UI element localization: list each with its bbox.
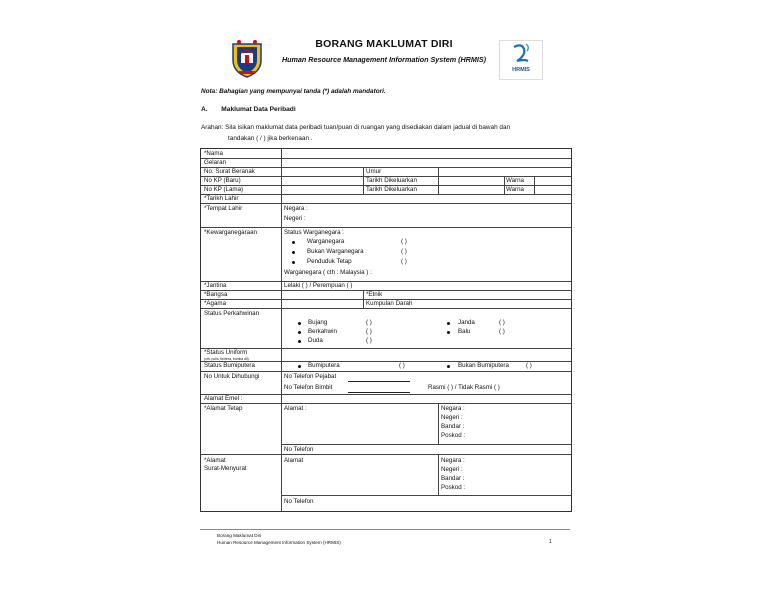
bullet-icon — [447, 322, 450, 325]
checkbox-balu[interactable]: ( ) — [499, 328, 505, 335]
label-negeri-tetap: Negeri : — [441, 414, 463, 421]
instruction-line-2: tandakan ( / ) jika berkenaan . — [228, 135, 313, 142]
option-bukan-warganegara: Bukan Warganegara — [307, 248, 364, 255]
label-gelaran: Gelaran — [204, 159, 227, 166]
label-alamat-surat-1: *Alamat — [204, 457, 226, 464]
label-status-perkahwinan: Status Perkahwinan — [204, 310, 260, 317]
label-tarikh-dikeluarkan-baru: Tarikh Dikeluarkan — [366, 177, 417, 184]
label-no-surat-beranak: No. Surat Beranak — [204, 168, 255, 175]
label-no-telefon-tetap: No Telefon — [284, 446, 314, 453]
page-number: 1 — [549, 539, 552, 545]
bullet-icon — [298, 331, 301, 334]
checkbox-penduduk-tetap[interactable]: ( ) — [401, 258, 407, 265]
label-kumpulan-darah: Kumpulan Darah — [366, 300, 413, 307]
checkbox-warganegara[interactable]: ( ) — [401, 238, 407, 245]
label-etnik: *Etnik — [366, 291, 383, 298]
option-warganegara: Warganegara — [307, 238, 345, 245]
label-alamat-surat-2: Surat-Menyurat — [204, 465, 247, 472]
label-status-uniform-sub: (cth: polis, tentera, bomba dll) — [204, 357, 249, 361]
label-tempat-lahir: *Tempat Lahir — [204, 205, 243, 212]
page-subtitle: Human Resource Management Information System (HRMIS) — [281, 55, 487, 64]
label-warganegara-cth: Warganegara ( cth : Malaysia ) : — [284, 269, 372, 276]
label-alamat-tetap: *Alamat Tetap — [204, 405, 243, 412]
option-balu: Balu — [458, 328, 471, 335]
option-bujang: Bujang — [308, 319, 328, 326]
label-warna-baru: Warna — [506, 177, 524, 184]
rasmi-options[interactable]: Rasmi ( ) / Tidak Rasmi ( ) — [428, 384, 500, 391]
label-warna-lama: Warna — [506, 186, 524, 193]
option-bukan-bumiputera: Bukan Bumiputera — [458, 362, 509, 369]
label-bandar-surat: Bandar : — [441, 475, 465, 482]
label-negara: Negara : — [284, 205, 308, 212]
bullet-icon — [447, 331, 450, 334]
checkbox-bujang[interactable]: ( ) — [366, 319, 372, 326]
bullet-icon — [298, 365, 301, 368]
label-status-bumiputera: Status Bumiputera — [204, 362, 255, 369]
label-status-warganegara: Status Warganegara : — [284, 229, 344, 236]
option-penduduk-tetap: Penduduk Tetap — [307, 258, 352, 265]
bullet-icon — [292, 241, 295, 244]
mandatory-note: Nota: Bahagian yang mempunyai tanda (*) adalah mandatori. — [201, 88, 386, 95]
label-no-untuk-dihubungi: No Untuk Dihubungi — [204, 373, 260, 380]
bullet-icon — [292, 261, 295, 264]
label-no-telefon-bimbit: No Telefon Bimbit — [284, 384, 333, 391]
footer-subtitle: Human Resource Management Information System (HRMIS) — [217, 540, 341, 545]
section-title: Maklumat Data Peribadi — [221, 106, 296, 113]
option-duda: Duda — [308, 337, 323, 344]
label-negeri-surat: Negeri : — [441, 466, 463, 473]
bullet-icon — [292, 251, 295, 254]
label-negeri: Negeri : — [284, 215, 306, 222]
checkbox-bumiputera[interactable]: ( ) — [399, 362, 405, 369]
label-bandar-tetap: Bandar : — [441, 423, 465, 430]
checkbox-bukan-warganegara[interactable]: ( ) — [401, 248, 407, 255]
page-title: BORANG MAKLUMAT DIRI — [315, 38, 453, 50]
footer-divider — [200, 529, 570, 530]
label-no-kp-baru: No KP (Baru) — [204, 177, 241, 184]
footer-title: Borang Maklumat Diri — [217, 533, 262, 538]
personal-data-form — [200, 148, 572, 512]
label-poskod-tetap: Poskod : — [441, 432, 466, 439]
instruction-line-1: Arahan: Sila isikan maklumat data peribadi tuan/puan di ruangan yang disediakan dalam jadual di bawah dan — [201, 124, 511, 131]
label-jantina: *Jantina — [204, 282, 227, 289]
label-status-uniform: *Status Uniform — [204, 349, 248, 356]
label-poskod-surat: Poskod : — [441, 484, 466, 491]
label-kewarganegaraan: *Kewarganegaraan — [204, 229, 257, 236]
option-janda: Janda — [458, 319, 475, 326]
label-alamat: Alamat : — [284, 405, 307, 412]
checkbox-bukan-bumiputera[interactable]: ( ) — [526, 362, 532, 369]
jantina-options[interactable]: Lelaki ( ) / Perempuan ( ) — [284, 282, 353, 289]
bullet-icon — [298, 340, 301, 343]
label-negara-tetap: Negara : — [441, 405, 465, 412]
label-alamat-emel: Alamat Emel : — [204, 395, 243, 402]
label-tarikh-lahir: *Tarikh Lahir — [204, 195, 239, 202]
checkbox-duda[interactable]: ( ) — [366, 337, 372, 344]
label-alamat-surat: Alamat — [284, 457, 304, 464]
label-no-telefon-surat: No Telefon — [284, 498, 314, 505]
hrmis-logo-text: HRMIS — [512, 67, 530, 73]
bullet-icon — [298, 322, 301, 325]
label-nama: *Nama — [204, 150, 223, 157]
label-no-telefon-pejabat: No Telefon Pejabat — [284, 373, 337, 380]
section-heading — [201, 106, 296, 113]
section-letter: A. — [201, 106, 208, 113]
checkbox-berkahwin[interactable]: ( ) — [366, 328, 372, 335]
label-umur: Umur — [366, 168, 382, 175]
label-tarikh-dikeluarkan-lama: Tarikh Dikeluarkan — [366, 186, 417, 193]
hrmis-logo — [499, 40, 543, 80]
label-no-kp-lama: No KP (Lama) — [204, 186, 244, 193]
option-berkahwin: Berkahwin — [308, 328, 337, 335]
label-agama: *Agama — [204, 300, 227, 307]
bullet-icon — [447, 365, 450, 368]
option-bumiputera: Bumiputera — [308, 362, 340, 369]
checkbox-janda[interactable]: ( ) — [499, 319, 505, 326]
label-bangsa: *Bangsa — [204, 291, 228, 298]
label-negara-surat: Negara : — [441, 457, 465, 464]
